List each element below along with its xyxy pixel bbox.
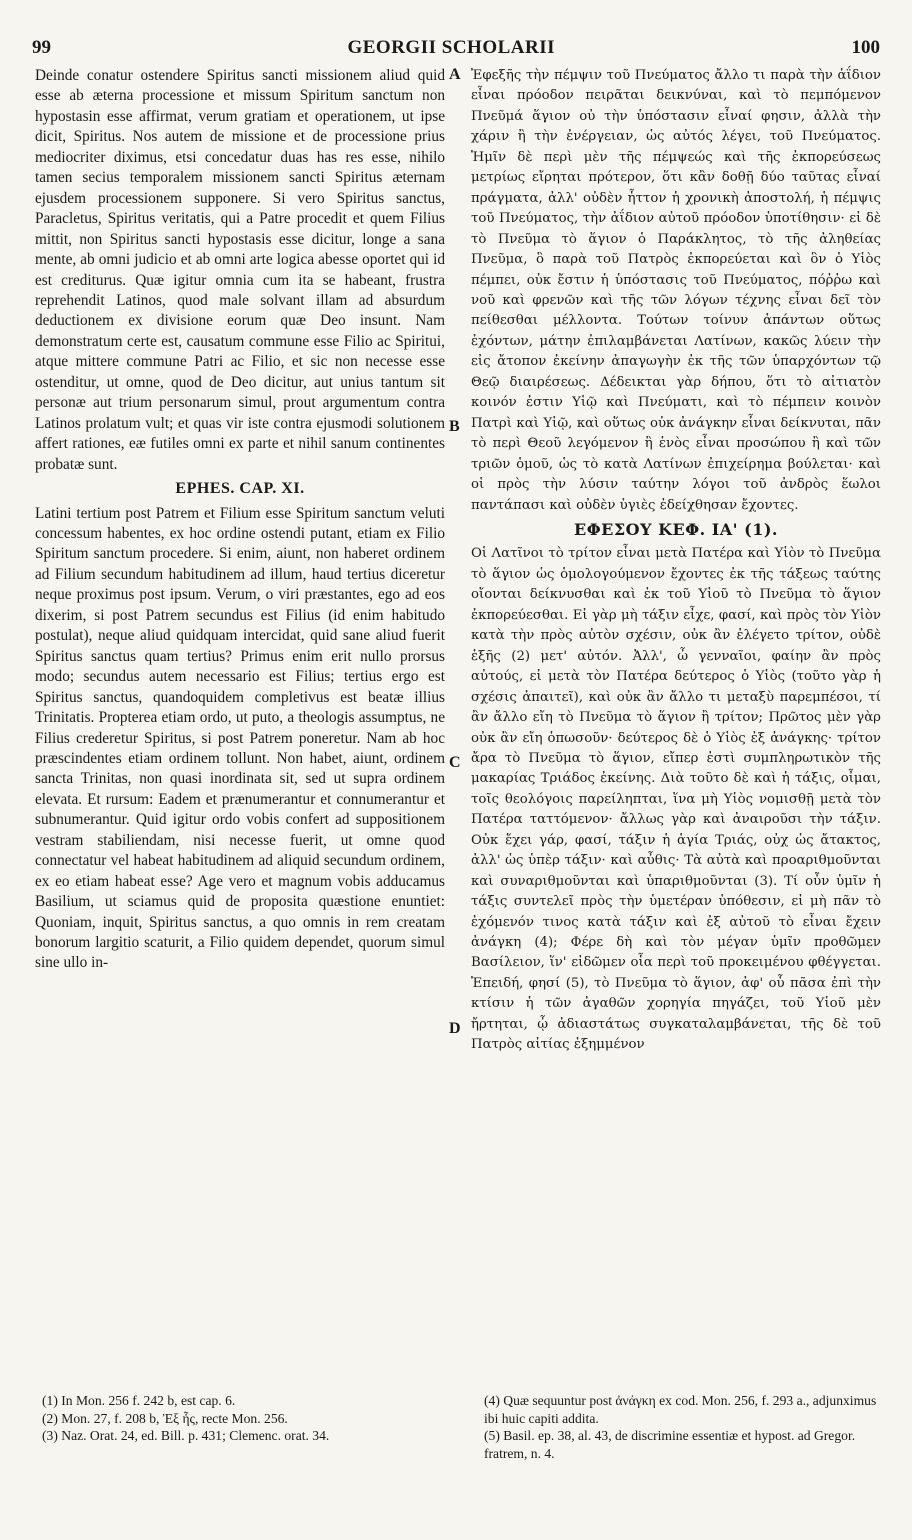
greek-paragraph-1: Ἐφεξῆς τὴν πέμψιν τοῦ Πνεύματος ἄλλο τι παρὰ τὴν ἀΐδιον εἶναι πρόοδον πειρᾶται δεικνύναι, καὶ τὸ πεμπόμενον Πνεῦμά ἅγιον οὐ τὴν ὑπόστασιν εἶναί φησιν, ἀλλὰ τὴν χάριν ἢ τὴν ἐνέργειαν, ὡς αὐτός λέγει, τοῦ Πνεύματος. Ἡμῖν δὲ περὶ μὲν τῆς πέμψεώς καὶ τῆς ἐκπορεύσεως μετρίως εἴρηται πρότερον, ὅτι κἂν δοθῇ δύο ταῦτας εἶναί πράγματα, ἀλλ' οὐδὲν ἧττον ἡ χρονικὴ ἀποστολή, ἡ πέμψις τοῦ Πνεύματος, τὴν ἀΐδιον αὐτοῦ πρόοδον ὑποτίθησιν· εἰ δὲ τὸ Πνεῦμα τὸ ἅγιον ὁ Παράκλητος, τὸ τῆς ἀληθείας Πνεῦμα, ὃ παρὰ τοῦ Πατρὸς ἐκπορεύεται καὶ ὃν ὁ Υἱὸς πέμπει, οὐκ ἔστιν ἡ ὑπόστασις τοῦ Πνεύματος, πόῤῥω καὶ νοῦ καὶ φρενῶν καὶ τῆς τῶν λόγων τέχνης εἶναι δεῖ τὸν πείθεσθαι μέλλοντα. Τούτων τοίνυν ἁπάντων οὕτως ἐχόντων, μάτην ἐπιλαμβάνεται Λατίνων, κακῶς λύειν τὴν εἰς ἄτοπον ἐκείνην ἀπαγωγὴν ἐκ τῆς τῶν ὑπαρχόντων τῷ Θεῷ διαιρέσεως. Δέδεικται γὰρ δήπου, ὅτι τὸ αἰτιατὸν κοινόν ἐστιν Υἱῷ καὶ Πνεύματι, καὶ τὸ πέμπειν κοινὸν Πατρὶ καὶ Υἱῷ, καὶ οὕτως οὐκ ἀνάγκην εἶναι δείκνυται, πᾶν τὸ περὶ Θεοῦ λεγόμενον ἢ ἑνὸς εἶναι προσώπου ἢ καὶ τῶν τριῶν ὁμοῦ, ὡς τὸ κατὰ Λατίνων ἐπιχείρημα βούλεται· καὶ οἱ πρὸς τὴν λύσιν ταύτην λόγοι τοῦ ἀνδρὸς ἕωλοι παντάπασι καὶ οὐδὲν ὑγιὲς ἐδείχθησαν ἔχοντες.	[471, 68, 881, 513]
footnote: (5) Basil. ep. 38, al. 43, de discrimine essentiæ et hypost. ad Gregor. fratrem, n. 4.	[484, 1428, 856, 1461]
margin-letter-a: A	[449, 66, 461, 83]
latin-column	[35, 66, 445, 974]
margin-letter-d: D	[449, 1020, 461, 1037]
margin-letter-c: C	[449, 754, 461, 771]
margin-letter-b: B	[449, 418, 460, 435]
footnotes-right	[484, 1392, 882, 1462]
latin-chapter-heading: EPHES. CAP. XI.	[175, 480, 305, 498]
page-number-right: 100	[851, 37, 880, 58]
greek-chapter-heading: ΕΦΕΣΟΥ ΚΕΦ. ΙΑ' (1).	[574, 519, 778, 539]
footnote: (1) In Mon. 256 f. 242 b, est cap. 6.	[42, 1393, 236, 1408]
footnote: (4) Quæ sequuntur post ἀνάγκη ex cod. Mon. 256, f. 293 a., adjunximus ibi huic capiti addita.	[484, 1393, 877, 1426]
greek-column	[471, 66, 881, 1056]
page-number-left: 99	[32, 37, 51, 58]
running-title: GEORGII SCHOLARII	[347, 37, 556, 58]
running-header	[32, 34, 880, 62]
greek-paragraph-2: Οἱ Λατῖνοι τὸ τρίτον εἶναι μετὰ Πατέρα καὶ Υἱὸν τὸ Πνεῦμα τὸ ἅγιον ὡς ὁμολογούμενον ἔχοντες ἐκ τῆς τάξεως ταύτης οἴονται δείκνυσθαι καὶ ἐκ τοῦ Υἱοῦ τὸ Πνεῦμα τὸ ἅγιον ἐκπορεύεσθαι. Εἰ γὰρ μὴ τάξιν εἶχε, φασί, καὶ πρὸς τὸν Υἱὸν κατὰ τὴν πρὸς αὐτὸν σχέσιν, οὐκ ἂν ἐλέγετο τρίτον, οὐδὲ ἑξῆς (2) μετ' αὐτόν. Ἀλλ', ὦ γενναῖοι, φαίην ἂν πρὸς αὐτούς, εἰ μετὰ τὸν Πατέρα δεύτερος ὁ Υἱὸς (τοῦτο γὰρ ἡ σχέσις ἀπαιτεῖ), καὶ οὐκ ἂν ἄλλο τι μεταξὺ παρεμπέσοι, τί ἂν ἄλλο εἴη τὸ Πνεῦμα τὸ ἅγιον ἢ τρίτον; Πρῶτος μὲν γὰρ οὐκ ἂν εἴη ὁπωσοῦν· δεύτερος δὲ ὁ Υἱὸς ἐξ ἀνάγκης· τρίτον ἄρα τὸ Πνεῦμα τὸ ἅγιον, εἴπερ ἐστὶ συμπληρωτικὸν τῆς μακαρίας Τριάδος ἐκείνης. Διὰ τοῦτο δὲ καὶ ἡ τάξις, οἶμαι, τοῖς θεολόγοις παρείληπται, ἵνα μὴ Υἱὸς νομισθῇ μετὰ τὸν Πατέρα ταττόμενον· ἄλλως γὰρ καὶ ἀναιροῦσι τὴν τάξιν. Οὐκ ἔχει γάρ, φασί, τάξιν ἡ ἁγία Τριάς, οὐχ ὡς ἄτακτος, ἀλλ' ὡς ὑπὲρ τάξιν· καὶ αὖθις· Τὰ αὐτὰ καὶ προαριθμοῦνται καὶ συναριθμοῦνται καὶ ὑπαριθμοῦνται (3). Τί οὖν ὑμῖν ἡ τάξις συντελεῖ πρὸς τὴν ὑμετέραν ὑπόθεσιν, εἰ μὴ πᾶν τὸ ἐχόμενόν τινος κατὰ τάξιν καὶ ἐξ αὐτοῦ τὸ εἶναι ἔχειν ἀνάγκη (4); Φέρε δὴ καὶ τὸν μέγαν ὑμῖν προθῶμεν Βασίλειον, ἵν' εἰδῶμεν οἷα περὶ τοῦ προκειμένου φθέγγεται. Ἐπειδή, φησί (5), τὸ Πνεῦμα τὸ ἅγιον, ἀφ' οὗ πᾶσα ἐπὶ τὴν κτίσιν ἡ τῶν ἀγαθῶν χορηγία πηγάζει, τοῦ Υἱοῦ μὲν ἤρτηται, ᾧ ἀδιαστάτως συγκαταλαμβάνεται, τῆς δὲ τοῦ Πατρὸς αἰτίας ἐξημμένον	[471, 546, 881, 1053]
footnote: (3) Naz. Orat. 24, ed. Bill. p. 431; Clemenc. orat. 34.	[42, 1428, 330, 1443]
latin-paragraph-1: Deinde conatur ostendere Spiritus sancti missionem aliud quid esse ab æterna processione et missum Spiritum sanctum non hypostasin esse affirmat, verum gratiam et operationem, ut ipse dicit, Spiritus. Nos autem de missione et de processione prius mediocriter diximus, etsi concedatur duas has res esse, nihilo tamen secius temporalem missionem sancti Spiritus æternam ejusdem processionem supponere. Si vero Spiritus sanctus, Paracletus, Spiritus veritatis, qui a Patre procedit et quem Filius mittit, non Spiritus sancti hypostasis esse dicitur, longe a sana mente, ab omni judicio et ab omni arte logica abesse oportet qui id est crediturus. Quæ igitur omnia cum ita se habeant, frustra reprehendit Latinos, quod male solvant illam ad absurdum deductionem ex divisione eorum quæ Deo insunt. Nam demonstratum certe est, causatum commune esse Filio ac Spiritui, atque mittere commune Patri ac Filio, et sic non necesse esse ostenditur, ut omne, quod de Deo dicitur, aut unius tantum sit personæ aut trium personarum simul, prout argumentum contra Latinos prolatum vult; et quas vir iste contra ejusmodi solutionem affert rationes, eæ futiles omni ex parte et nihil sanum continentes probatæ sunt.	[35, 67, 445, 473]
latin-paragraph-2: Latini tertium post Patrem et Filium esse Spiritum sanctum veluti concessum habentes, ex hoc ordine ostendi putant, etiam ex Filio Spiritum sanctum procedere. Si enim, aiunt, non haberet ordinem ad Filium secundum habitudinem ad illum, haud tertius diceretur neque proximus post ipsum. Verum, o viri præstantes, ego ad eos dixerim, si post Patrem secundus est Filius (id enim habitudo postulat), neque aliud quidquam intercidat, quid sane aliud fuerit Spiritus sanctus quam tertius? Primus enim erit nullo prorsus modo; secundus autem necessario est Filius; tertius ergo est Spiritus sanctus, quandoquidem completivus est beatæ illius Trinitatis. Propterea etiam ordo, ut puto, a theologis assumptus, ne Filius crederetur Spiritus, si post Patrem poneretur. Nam ab hoc præscindentes etiam ordinem tollunt. Non habet, aiunt, ordinem sancta Trinitas, non quasi inordinata sit, sed ut supra ordinem elevata. Et rursum: Eadem et prænumerantur et connumerantur et subnumerantur. Quid igitur ordo vobis confert ad suppositionem vestram stabiliendam, nisi necesse fuerit, ut omne quod connectatur vel habeat habitudinem ad aliquid secundum ordinem, ex eo etiam habeat esse? Age vero et magnum vobis adducamus Basilium, ut sciamus quid de proposita quæstione enuntiet: Quoniam, inquit, Spiritus sanctus, a quo omnis in rem creatam bonorum largitio scaturit, a Filio quidem dependet, quorum simul sine ullo in-	[35, 504, 445, 972]
footnote: (2) Mon. 27, f. 208 b, Ἐξ ἧς, recte Mon. 256.	[42, 1410, 288, 1426]
footnotes-left	[42, 1392, 442, 1445]
